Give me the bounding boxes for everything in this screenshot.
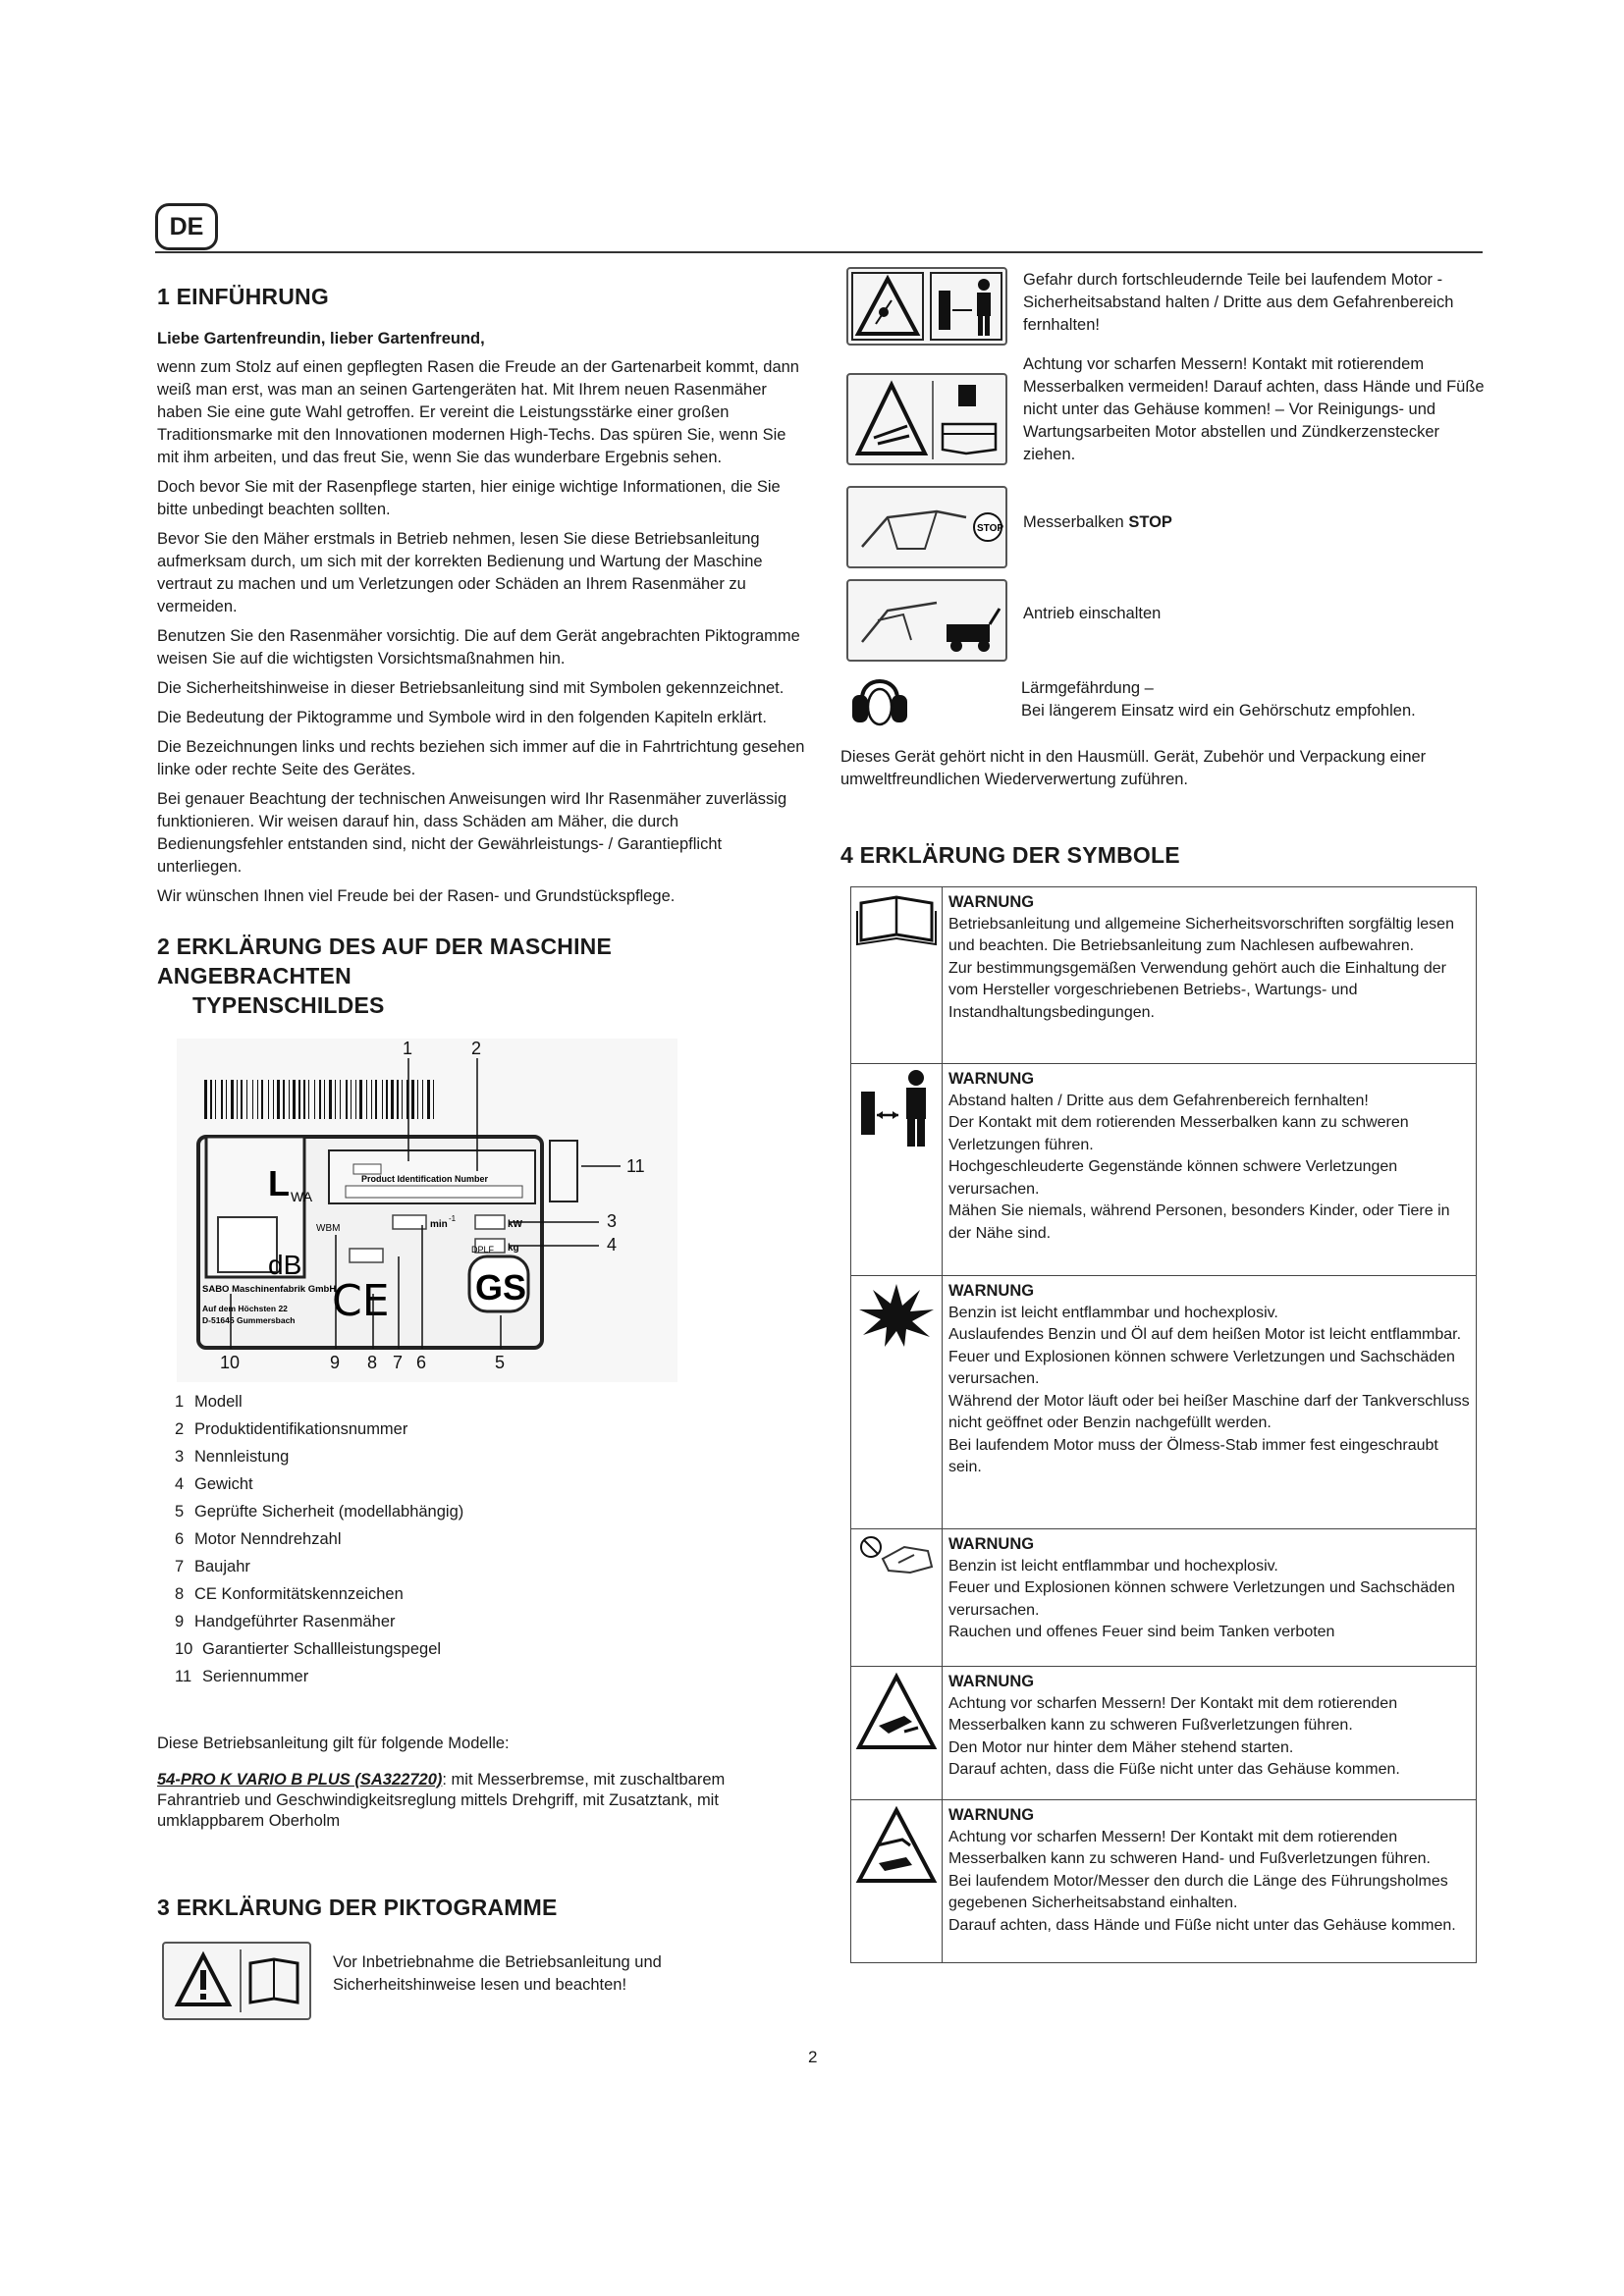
- legend-text: Geprüfte Sicherheit (modellabhängig): [194, 1503, 464, 1521]
- icon-cell: [851, 1276, 943, 1529]
- legend-number: 11: [175, 1668, 192, 1685]
- callout-9: 9: [330, 1353, 341, 1372]
- picto-noise-text: [1021, 677, 1416, 722]
- picto-sharp-blades: [846, 373, 1007, 465]
- paragraph: Benutzen Sie den Rasenmäher vorsichtig. Die auf dem Gerät angebrachten Piktogramme weisen Sie auf die wichtigsten Vorsichtsmaßnahmen hin.: [157, 627, 800, 667]
- ear-protection-icon: [848, 669, 911, 732]
- barcode-bar: [257, 1080, 258, 1119]
- text-cell: [943, 1667, 1477, 1800]
- barcode-bar: [411, 1080, 414, 1119]
- rpm-field: [393, 1215, 426, 1229]
- left-column: [157, 280, 805, 1020]
- year-field: [350, 1249, 383, 1262]
- legend-text: Produktidentifikationsnummer: [194, 1420, 408, 1438]
- legend-item: [175, 1580, 463, 1608]
- picto-read-manual: [162, 1942, 311, 2020]
- db-label: dB: [268, 1250, 302, 1280]
- barcode-bar: [329, 1080, 332, 1119]
- legend-number: 7: [175, 1558, 185, 1575]
- barcode-bar: [204, 1080, 207, 1119]
- legend-item: [175, 1608, 463, 1635]
- callout-2: 2: [471, 1039, 482, 1058]
- symbols-table: [850, 886, 1477, 1963]
- lwa-label: L: [268, 1163, 290, 1203]
- address-line: D-51645 Gummersbach: [202, 1315, 296, 1325]
- barcode-bar: [382, 1080, 383, 1119]
- dplf-label: DPLF: [471, 1245, 495, 1255]
- model-description: [157, 1770, 766, 1832]
- address-line: Auf dem Höchsten 22: [202, 1304, 288, 1313]
- pin-label: Product Identification Number: [361, 1174, 489, 1184]
- legend-item: [175, 1525, 463, 1553]
- barcode-bar: [319, 1080, 321, 1119]
- barcode-bar: [303, 1080, 305, 1119]
- legend-text: Gewicht: [194, 1475, 253, 1493]
- callout-11: 11: [626, 1156, 645, 1176]
- barcode-bar: [371, 1080, 372, 1119]
- barcode-bar: [355, 1080, 356, 1119]
- section-1-title: 1 EINFÜHRUNG: [157, 284, 329, 309]
- explosion-icon: [855, 1280, 938, 1349]
- paragraph: Die Bedeutung der Piktogramme und Symbole wird in den folgenden Kapiteln erklärt.: [157, 709, 767, 726]
- table-row: [851, 1276, 1477, 1529]
- warning-line: Den Motor nur hinter dem Mäher stehend starten.: [948, 1738, 1294, 1756]
- language-badge: DE: [155, 203, 218, 250]
- callout-4: 4: [607, 1235, 618, 1255]
- legend-item: [175, 1498, 463, 1525]
- text-cell: [943, 1064, 1477, 1276]
- barcode-bar: [402, 1080, 403, 1119]
- paragraph: Doch bevor Sie mit der Rasenpflege starten, hier einige wichtige Informationen, die Sie bitte unbedingt beachten sollten.: [157, 478, 781, 518]
- thrown-objects-icon: [848, 269, 1005, 344]
- barcode-bar: [340, 1080, 341, 1119]
- warning-line: Mähen Sie niemals, während Personen, besonders Kinder, oder Tiere in der Nähe sind.: [948, 1202, 1450, 1242]
- barcode-bar: [351, 1080, 352, 1119]
- picto-stop-text: [1023, 511, 1172, 534]
- picto-read-manual-text: Vor Inbetriebnahme die Betriebsanleitung und Sicherheitshinweise lesen und beachten!: [333, 1953, 662, 1994]
- picto-blade-stop: [846, 486, 1007, 568]
- table-row: [851, 1529, 1477, 1667]
- barcode-bar: [324, 1080, 325, 1119]
- page-number: 2: [808, 2048, 818, 2066]
- warning-line: Benzin ist leicht entflammbar und hochexplosiv.: [948, 1557, 1278, 1575]
- picto-read-manual-row: [162, 1942, 706, 2020]
- legend-number: 6: [175, 1530, 185, 1548]
- text-cell: [943, 1800, 1477, 1963]
- barcode-bar: [261, 1080, 263, 1119]
- paragraph: Bei genauer Beachtung der technischen Anweisungen wird Ihr Rasenmäher zuverlässig funktionieren. Wir weisen darauf hin, dass Schäden am Mäher, die durch Bedienungsfehler entstanden sind, nicht der Gewährleistungs- / Garantiepflicht unterliegen.: [157, 790, 787, 876]
- warning-line: Bei laufendem Motor/Messer den durch die Länge des Führungsholmes gegebenen Sicherheitsabstand einhalten.: [948, 1872, 1448, 1911]
- barcode-bar: [375, 1080, 377, 1119]
- serial-field: [550, 1141, 577, 1201]
- picto-noise-row: [846, 669, 1416, 732]
- barcode-bar: [293, 1080, 296, 1119]
- barcode-bar: [298, 1080, 300, 1119]
- type-plate-legend: [175, 1388, 463, 1690]
- legend-number: 3: [175, 1448, 185, 1466]
- barcode-bar: [433, 1080, 434, 1119]
- barcode-bar: [246, 1080, 247, 1119]
- warning-line: Darauf achten, dass die Füße nicht unter das Gehäuse kommen.: [948, 1761, 1400, 1778]
- rpm-superscript: -1: [449, 1214, 457, 1223]
- warning-line: Der Kontakt mit dem rotierenden Messerbalken kann zu schweren Verletzungen führen.: [948, 1114, 1409, 1153]
- picto-thrown-objects: [846, 267, 1007, 346]
- power-field: [475, 1215, 505, 1229]
- paragraph: Die Bezeichnungen links und rechts beziehen sich immer auf die in Fahrtrichtung gesehen linke oder rechte Seite des Gerätes.: [157, 738, 805, 778]
- warning-heading: WARNUNG: [948, 1535, 1035, 1553]
- legend-number: 4: [175, 1475, 185, 1493]
- picto-stop-label: Messerbalken: [1023, 513, 1129, 531]
- picto-throw-row: [846, 267, 1485, 346]
- warning-line: Während der Motor läuft oder bei heißer Maschine darf der Tankverschluss nicht geöffnet oder Benzin nachgefüllt werden.: [948, 1392, 1470, 1431]
- legend-number: 9: [175, 1613, 185, 1630]
- callout-5: 5: [495, 1353, 506, 1372]
- section-2-title-line1: 2 ERKLÄRUNG DES AUF DER MASCHINE ANGEBRACHTEN: [157, 934, 613, 988]
- barcode-bar: [386, 1080, 388, 1119]
- legend-number: 5: [175, 1503, 185, 1521]
- icon-cell: [851, 1800, 943, 1963]
- lwa-subscript: WA: [291, 1189, 313, 1204]
- legend-text: Seriennummer: [202, 1668, 309, 1685]
- disposal-note: Dieses Gerät gehört nicht in den Hausmüll. Gerät, Zubehör und Verpackung einer umweltfreundlichen Wiederverwertung zuführen.: [840, 748, 1427, 788]
- table-row: [851, 1667, 1477, 1800]
- warning-line: Zur bestimmungsgemäßen Verwendung gehört auch die Einhaltung der vom Hersteller vorgeschriebenen Betriebs-, Wartungs- und Instandhaltungsbedingungen.: [948, 959, 1446, 1021]
- picto-noise-line2: Bei längerem Einsatz wird ein Gehörschutz empfohlen.: [1021, 702, 1416, 720]
- legend-item: [175, 1663, 463, 1690]
- barcode-bar: [221, 1080, 223, 1119]
- rpm-label: min: [430, 1219, 448, 1230]
- legend-number: 1: [175, 1393, 185, 1411]
- callout-3: 3: [607, 1211, 618, 1231]
- legend-item: [175, 1470, 463, 1498]
- barcode-bar: [417, 1080, 418, 1119]
- legend-text: Nennleistung: [194, 1448, 290, 1466]
- callout-7: 7: [393, 1353, 404, 1372]
- warning-heading: WARNUNG: [948, 1673, 1035, 1690]
- power-label: kW: [508, 1219, 522, 1230]
- barcode-bar: [422, 1080, 423, 1119]
- legend-text: Handgeführter Rasenmäher: [194, 1613, 396, 1630]
- barcode-bar: [346, 1080, 348, 1119]
- warning-line: Rauchen und offenes Feuer sind beim Tanken verboten: [948, 1624, 1335, 1640]
- intro-text: [157, 356, 805, 908]
- callout-8: 8: [367, 1353, 378, 1372]
- pin-field: [346, 1186, 522, 1198]
- warning-heading: WARNUNG: [948, 1806, 1035, 1824]
- text-cell: [943, 1276, 1477, 1529]
- legend-item: [175, 1415, 463, 1443]
- foot-injury-icon: [855, 1671, 938, 1753]
- type-plate-drawing: [177, 1039, 677, 1382]
- picto-noise-line1: Lärmgefährdung –: [1021, 679, 1154, 697]
- greeting: Liebe Gartenfreundin, lieber Gartenfreund,: [157, 330, 485, 347]
- callout-10: 10: [220, 1353, 241, 1372]
- keep-distance-icon: [855, 1068, 938, 1150]
- barcode-bar: [252, 1080, 253, 1119]
- drive-engage-icon: [848, 581, 1005, 660]
- paragraph: Die Sicherheitshinweise in dieser Betriebsanleitung sind mit Symbolen gekennzeichnet.: [157, 679, 785, 697]
- icon-cell: [851, 1064, 943, 1276]
- warning-line: Feuer und Explosionen können schwere Verletzungen und Sachschäden verursachen.: [948, 1579, 1455, 1619]
- blade-stop-icon: [848, 488, 1005, 566]
- type-plate-figure: [177, 1039, 677, 1382]
- callout-1: 1: [403, 1039, 413, 1058]
- warning-line: Achtung vor scharfen Messern! Der Kontakt mit dem rotierenden Messerbalken kann zu schweren Fußverletzungen führen.: [948, 1694, 1398, 1734]
- warning-line: Bei laufendem Motor muss der Ölmess-Stab immer fest eingeschraubt sein.: [948, 1436, 1438, 1475]
- warning-line: Abstand halten / Dritte aus dem Gefahrenbereich fernhalten!: [948, 1092, 1369, 1109]
- barcode-bar: [277, 1080, 280, 1119]
- warning-line: Achtung vor scharfen Messern! Der Kontakt mit dem rotierenden Messerbalken kann zu schweren Hand- und Fußverletzungen führen.: [948, 1828, 1431, 1867]
- legend-text: Modell: [194, 1393, 243, 1411]
- section-4-title: 4 ERKLÄRUNG DER SYMBOLE: [840, 842, 1180, 868]
- picto-drive-engage: [846, 579, 1007, 662]
- picto-drive-text: Antrieb einschalten: [1023, 605, 1162, 622]
- picto-blades-text: Achtung vor scharfen Messern! Kontakt mit rotierendem Messerbalken vermeiden! Darauf achten, dass Hände und Füße nicht unter das Gehäuse kommen! – Vor Reinigungs- und Wartungsarbeiten Motor abstellen und Zündkerzenstecker ziehen.: [1023, 355, 1485, 463]
- legend-item: [175, 1388, 463, 1415]
- no-smoking-fuel-icon: [855, 1533, 938, 1578]
- address-line: SABO Maschinenfabrik GmbH: [202, 1284, 337, 1295]
- picto-throw-text: Gefahr durch fortschleudernde Teile bei laufendem Motor - Sicherheitsabstand halten / Dritte aus dem Gefahrenbereich fernhalten!: [1023, 271, 1454, 334]
- text-cell: [943, 887, 1477, 1064]
- model-name: 54-PRO K VARIO B PLUS (SA322720): [157, 1771, 443, 1789]
- barcode-bar: [335, 1080, 336, 1119]
- manual-book-icon: [855, 891, 938, 946]
- barcode-bar: [283, 1080, 285, 1119]
- legend-item: [175, 1635, 463, 1663]
- barcode-bar: [289, 1080, 290, 1119]
- barcode-bar: [268, 1080, 269, 1119]
- table-row: [851, 887, 1477, 1064]
- weight-label: kg: [508, 1243, 519, 1254]
- gs-mark: GS: [475, 1267, 527, 1308]
- warning-heading: WARNUNG: [948, 893, 1035, 911]
- barcode-bar: [210, 1080, 212, 1119]
- warning-line: Benzin ist leicht entflammbar und hochexplosiv.: [948, 1304, 1278, 1321]
- models-intro: Diese Betriebsanleitung gilt für folgende Modelle:: [157, 1735, 510, 1752]
- legend-number: 10: [175, 1640, 193, 1658]
- model-details: : mit Messerbremse, mit zuschaltbarem Fahrantrieb und Geschwindigkeitsreglung mittels Drehgriff, mit Zusatztank, mit umklappbarem Oberholm: [157, 1771, 726, 1830]
- barcode-bar: [397, 1080, 399, 1119]
- barcode-bar: [391, 1080, 394, 1119]
- legend-number: 8: [175, 1585, 185, 1603]
- picto-stop-row: [846, 486, 1172, 568]
- wbm-label: WBM: [316, 1223, 341, 1234]
- picto-stop-bold: STOP: [1128, 513, 1172, 531]
- ce-mark: CE: [332, 1276, 390, 1326]
- barcode-bar: [231, 1080, 234, 1119]
- legend-item: [175, 1443, 463, 1470]
- legend-text: Motor Nenndrehzahl: [194, 1530, 342, 1548]
- barcode-bar: [359, 1080, 362, 1119]
- header-rule: [155, 251, 1483, 253]
- icon-cell: [851, 1529, 943, 1667]
- barcode-bar: [215, 1080, 216, 1119]
- model-field: [353, 1164, 381, 1174]
- warning-and-manual-icon: [164, 1944, 309, 2018]
- text-cell: [943, 1529, 1477, 1667]
- paragraph: Bevor Sie den Mäher erstmals in Betrieb nehmen, lesen Sie diese Betriebsanleitung aufmerksam durch, um sich mit der korrekten Bedienung und Wartung der Maschine vertraut zu machen und um Verletzungen oder Schäden an Ihrem Rasenmäher zu vermeiden.: [157, 530, 763, 615]
- warning-line: Feuer und Explosionen können schwere Verletzungen und Sachschäden verursachen.: [948, 1348, 1455, 1387]
- picto-drive-row: [846, 579, 1161, 662]
- icon-cell: [851, 1667, 943, 1800]
- legend-text: Baujahr: [194, 1558, 250, 1575]
- sharp-blades-icon: [848, 375, 1005, 463]
- warning-line: Hochgeschleuderte Gegenstände können schwere Verletzungen verursachen.: [948, 1158, 1398, 1198]
- barcode-bar: [273, 1080, 274, 1119]
- barcode-bar: [241, 1080, 243, 1119]
- barcode-bar: [314, 1080, 315, 1119]
- paragraph: Wir wünschen Ihnen viel Freude bei der Rasen- und Grundstückspflege.: [157, 887, 676, 905]
- barcode-bar: [308, 1080, 309, 1119]
- table-row: [851, 1800, 1477, 1963]
- paragraph: wenn zum Stolz auf einen gepflegten Rasen die Freude an der Gartenarbeit kommt, dann weiß man erst, was man an seinen Gartengeräten hat. Mit Ihrem neuen Rasenmäher haben Sie eine gute Wahl getroffen. Er vereint die Leistungsstärke einer großen Traditionsmarke mit den Innovationen modernen High-Techs. Das spüren Sie, wenn Sie mit ihm arbeiten, und das freut Sie, wenn Sie das wunderbare Ergebnis sehen.: [157, 358, 799, 466]
- barcode-bar: [226, 1080, 227, 1119]
- table-row: [851, 1064, 1477, 1276]
- hand-foot-injury-icon: [855, 1804, 938, 1887]
- warning-line: Darauf achten, dass Hände und Füße nicht unter das Gehäuse kommen.: [948, 1916, 1456, 1934]
- section-2-title-line2: TYPENSCHILDES: [192, 992, 385, 1018]
- legend-text: CE Konformitätskennzeichen: [194, 1585, 404, 1603]
- barcode-bar: [366, 1080, 367, 1119]
- legend-item: [175, 1553, 463, 1580]
- callout-6: 6: [416, 1353, 427, 1372]
- legend-number: 2: [175, 1420, 185, 1438]
- svg-text:STOP: STOP: [977, 523, 1004, 534]
- picto-blades-row: [846, 353, 1485, 466]
- warning-heading: WARNUNG: [948, 1070, 1035, 1088]
- icon-cell: [851, 887, 943, 1064]
- warning-line: Betriebsanleitung und allgemeine Sicherheitsvorschriften sorgfältig lesen und beachten. Die Betriebsanleitung zum Nachlesen aufbewahren.: [948, 915, 1454, 954]
- barcode-bar: [427, 1080, 430, 1119]
- picto-ear-protection: [848, 669, 911, 732]
- section-3-title: 3 ERKLÄRUNG DER PIKTOGRAMME: [157, 1895, 558, 1920]
- warning-line: Auslaufendes Benzin und Öl auf dem heißen Motor ist leicht entflammbar.: [948, 1326, 1462, 1343]
- warning-heading: WARNUNG: [948, 1282, 1035, 1300]
- legend-text: Garantierter Schallleistungspegel: [202, 1640, 442, 1658]
- section-2-title: [157, 932, 805, 1020]
- barcode-bar: [237, 1080, 238, 1119]
